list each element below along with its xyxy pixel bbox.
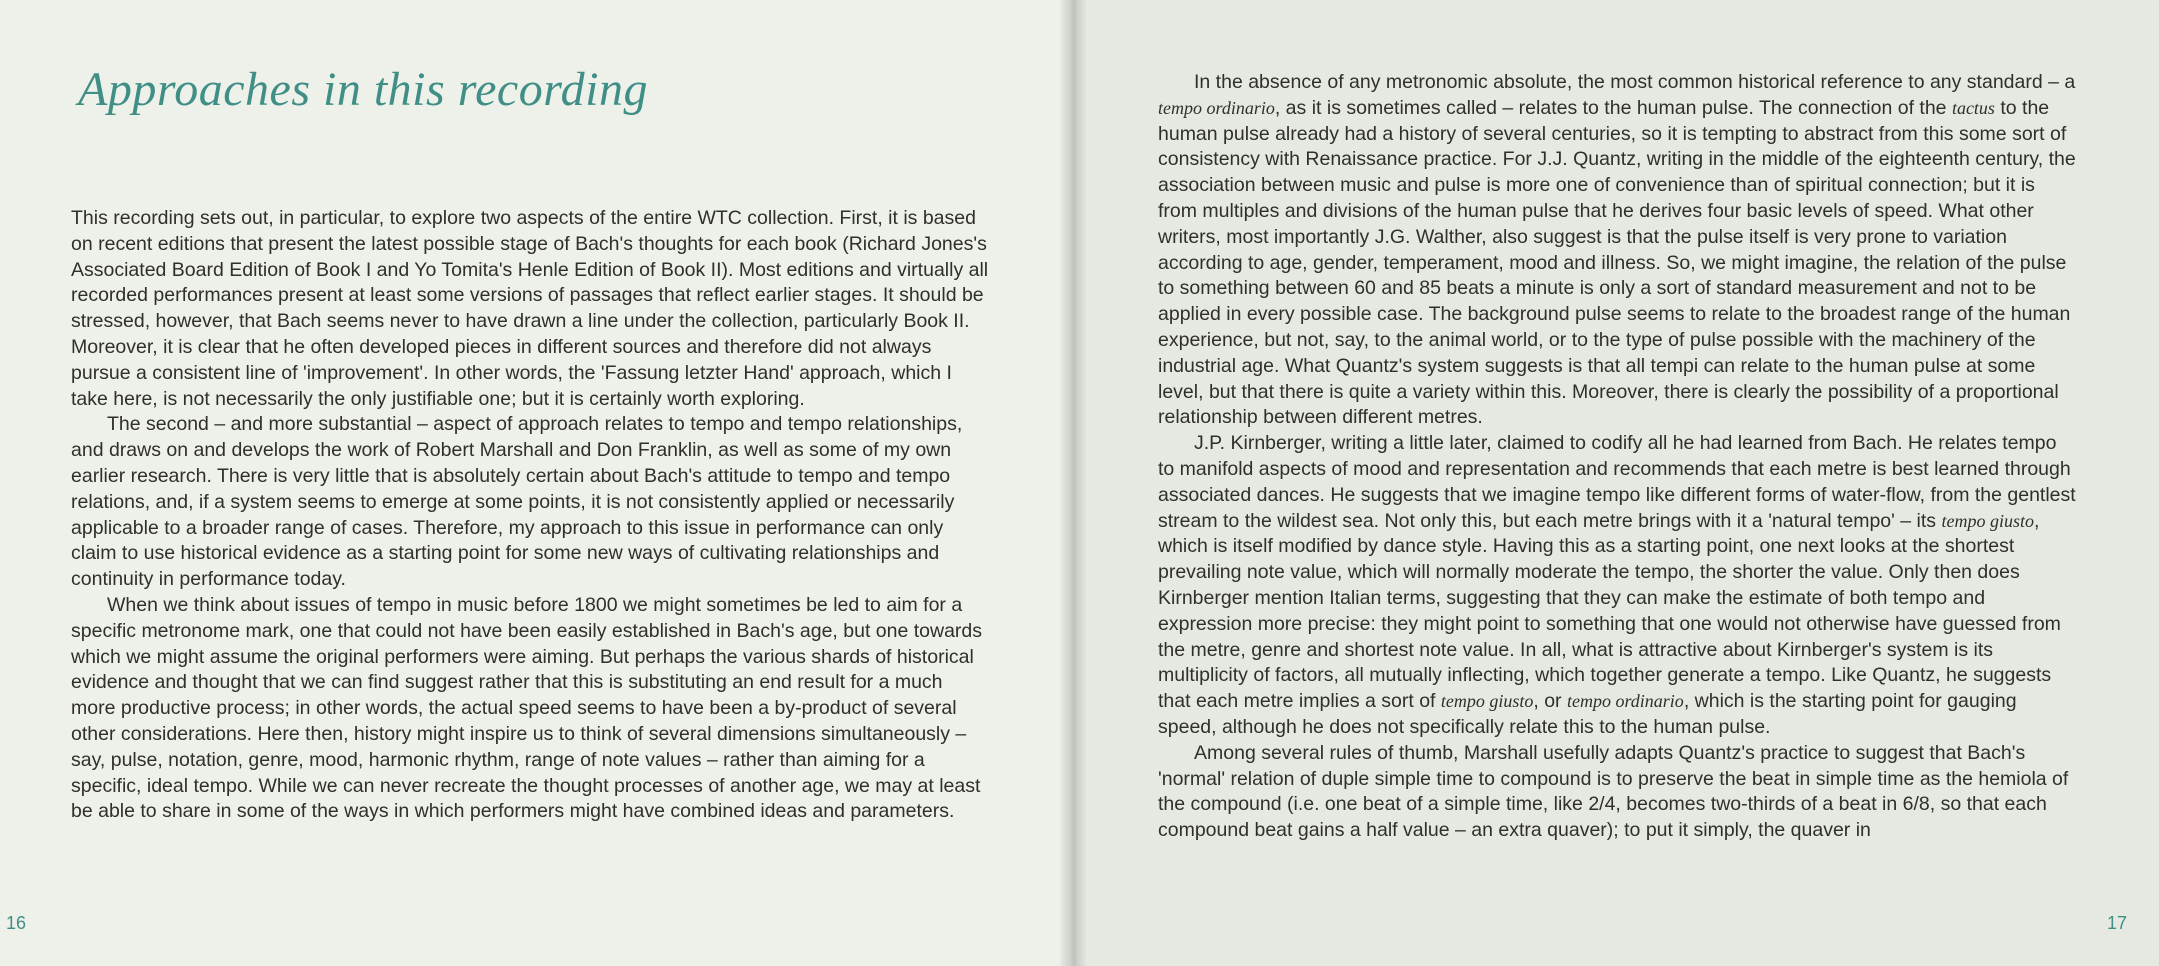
paragraph: This recording sets out, in particular, to explore two aspects of the entire WTC collection. First, it is based on recent editions that present the latest possible stage of Bach's thoughts for each book (Richard Jones's Associated Board Edition of Book I and Yo Tomita's Henle Edition of Book II). Most editions and virtually all recorded performances present at least some versions of passages that reflect earlier stages. It should be stressed, however, that Bach seems never to have drawn a line under the collection, particularly Book II. Moreover, it is clear that he often developed pieces in different sources and therefore did not always pursue a consistent line of 'improvement'. In other words, the 'Fassung letzter Hand' approach, which I take here, is not necessarily the only justifiable one; but it is certainly worth exploring.	[71, 207, 989, 410]
page-title: Approaches in this recording	[78, 63, 648, 116]
text-run: , or	[1533, 690, 1567, 713]
italic-term: tempo ordinario	[1566, 691, 1684, 712]
italic-term: tempo giusto	[1941, 510, 2034, 531]
text-run: J.P. Kirnberger, writing a little later, claimed to codify all he had learned from Bach. He relates tempo to manifold aspects of mood and representation and recommends that each metre is best learned through associated dances. He suggests that we imagine tempo like different forms of water-flow, from the gentlest stream to the wildest sea. Not only this, but each metre brings with it a 'natural tempo' – its	[1158, 432, 2076, 532]
text-run: , as it is sometimes called – relates to the human pulse. The connection of the	[1274, 96, 1952, 119]
paragraph: When we think about issues of tempo in music before 1800 we might sometimes be led to aim for a specific metronome mark, one that could not have been easily established in Bach's age, but one towards which we might assume the original performers were aiming. But perhaps the various shards of historical evidence and thought that we can find suggest rather that this is substituting an end result for a much more productive process; in other words, the actual speed seems to have been a by-product of several other considerations. Here then, history might inspire us to think of several dimensions simultaneously – say, pulse, notation, genre, mood, harmonic rhythm, range of note values – rather than aiming for a specific, ideal tempo. While we can never recreate the thought processes of another age, we may at least be able to share in some of the ways in which performers might have combined ideas and parameters.	[71, 593, 983, 823]
left-body-text	[71, 206, 991, 825]
paragraph	[1158, 431, 2078, 741]
book-gutter	[1060, 0, 1088, 966]
text-run: to the human pulse already had a history of several centuries, so it is tempting to abstract from this some sort of consistency with Renaissance practice. For J.J. Quantz, writing in the middle of the eighteenth century, the association between music and pulse is more one of convenience than of spiritual connection; but it is from multiples and divisions of the human pulse that he derives four basic levels of speed. What other writers, most importantly J.G. Walther, also suggest is that the pulse itself is very prone to variation according to age, gender, temperament, mood and illness. So, we might imagine, the relation of the pulse to something between 60 and 85 beats a minute is only a sort of standard measurement and not to be applied in every possible case. The background pulse seems to relate to the broadest range of the human experience, but not, say, to the animal world, or to the type of pulse possible with the machinery of the industrial age. What Quantz's system suggests is that all tempi can relate to the human pulse at some level, but that there is quite a variety within this. Moreover, there is clearly the possibility of a proportional relationship between different metres.	[1158, 96, 2076, 429]
text-run: In the absence of any metronomic absolute, the most common historical reference to any standard – a	[1194, 71, 2076, 93]
right-body-text	[1158, 70, 2078, 844]
page-number: 16	[6, 913, 27, 933]
paragraph: The second – and more substantial – aspect of approach relates to tempo and tempo relationships, and draws on and develops the work of Robert Marshall and Don Franklin, as well as some of my own earlier research. There is very little that is absolutely certain about Bach's attitude to tempo and tempo relations, and, if a system seems to emerge at some points, it is not consistently applied or necessarily applicable to a broader range of cases. Therefore, my approach to this issue in performance can only claim to use historical evidence as a starting point for some new ways of cultivating relationships and continuity in performance today.	[71, 413, 963, 591]
page-number: 17	[2107, 913, 2128, 933]
left-page	[0, 0, 1068, 966]
text-run: , which is itself modified by dance style. Having this as a starting point, one next looks at the shortest prevailing note value, which will normally moderate the tempo, the shorter the value. Only then does Kirnberger mention Italian terms, suggesting that they can make the estimate of both tempo and expression more precise: they might point to something that one would not otherwise have guessed from the metre, genre and shortest note value. In all, what is attractive about Kirnberger's system is its multiplicity of factors, all mutually inflecting, which together generate a tempo. Like Quantz, he suggests that each metre implies a sort of	[1158, 509, 2061, 713]
italic-term: tempo ordinario	[1158, 97, 1275, 118]
italic-term: tactus	[1951, 97, 1995, 118]
italic-term: tempo giusto	[1440, 691, 1534, 712]
text-run: , which is the starting point for gauging speed, although he does not specifically relate this to the human pulse.	[1158, 690, 2017, 738]
paragraph	[1158, 70, 2078, 431]
paragraph: Among several rules of thumb, Marshall usefully adapts Quantz's practice to suggest that Bach's 'normal' relation of duple simple time to compound is to preserve the beat in simple time as the hemiola of the compound (i.e. one beat of a simple time, like 2/4, becomes two-thirds of a beat in 6/8, so that each compound beat gains a half value – an extra quaver); to put it simply, the quaver in	[1158, 741, 2069, 842]
